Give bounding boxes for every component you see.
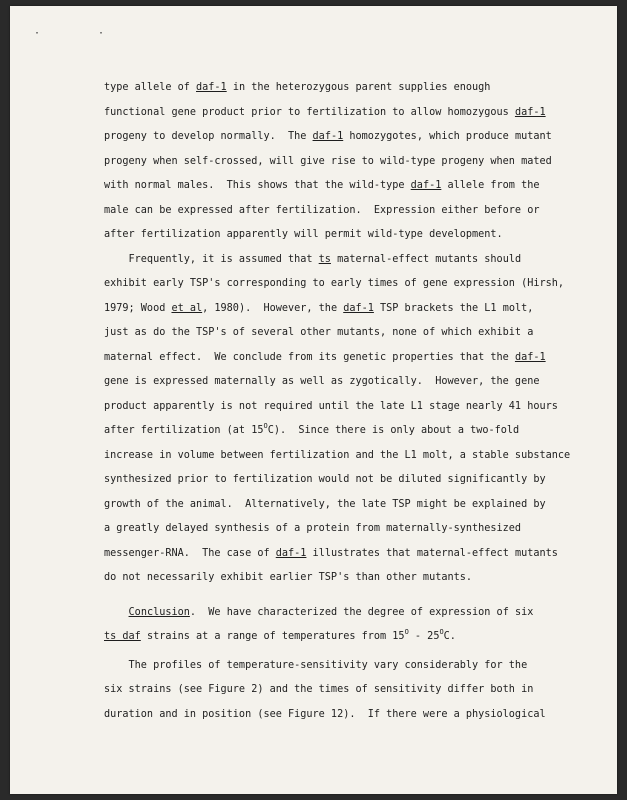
abbrev: ts bbox=[318, 253, 331, 265]
text-line: duration and in position (see Figure 12). If there were a physiological bbox=[104, 708, 546, 720]
text-line: male can be expressed after fertilization. Expression either before or bbox=[104, 204, 540, 216]
text-line bbox=[104, 101, 574, 126]
text-line bbox=[104, 174, 574, 199]
text-line: progeny when self-crossed, will give rise to wild-type progeny when mated bbox=[104, 155, 552, 167]
text: - 25 bbox=[408, 631, 440, 642]
text-line: after fertilization apparently will permit wild-type development. bbox=[104, 229, 503, 240]
text-line: a greatly delayed synthesis of a protein from maternally-synthesized bbox=[104, 523, 522, 534]
text: homozygotes, which produce mutant bbox=[343, 131, 552, 142]
text: with normal males. This shows that the wild-type bbox=[104, 180, 411, 191]
text: illustrates that maternal-effect mutants bbox=[306, 547, 558, 559]
text-line: product apparently is not required until the late L1 stage nearly 41 hours bbox=[104, 400, 558, 412]
gene-name: daf-1 bbox=[343, 302, 374, 314]
gene-name: daf-1 bbox=[312, 131, 344, 142]
text: after fertilization (at 15 bbox=[104, 425, 264, 436]
text-line bbox=[104, 601, 574, 626]
text: C. bbox=[443, 631, 456, 642]
text-line bbox=[104, 76, 574, 101]
text-line: growth of the animal. Alternatively, the late TSP might be explained by bbox=[104, 498, 546, 510]
text-line bbox=[104, 125, 574, 150]
text-line bbox=[104, 346, 574, 371]
text-line: gene is expressed maternally as well as zygotically. However, the gene bbox=[104, 376, 540, 387]
text-line: exhibit early TSP's corresponding to early times of gene expression (Hirsh, bbox=[104, 278, 565, 289]
text: . We have characterized the degree of expression of six bbox=[189, 606, 534, 618]
degree-mark: O bbox=[263, 422, 268, 430]
gene-name: daf-1 bbox=[410, 180, 442, 191]
text-line bbox=[104, 542, 574, 567]
strain-name: ts daf bbox=[104, 631, 141, 642]
text: type allele of bbox=[104, 82, 197, 93]
text: C). Since there is only about a two-fold bbox=[267, 425, 520, 436]
text: 1979; Wood bbox=[104, 302, 172, 314]
text-line: just as do the TSP's of several other mutants, none of which exhibit a bbox=[104, 327, 534, 338]
citation-latin: et al bbox=[171, 302, 203, 314]
text-line: synthesized prior to fertilization would not be diluted significantly by bbox=[104, 474, 546, 485]
text: maternal effect. We conclude from its genetic properties that the bbox=[104, 351, 515, 363]
body-text bbox=[104, 76, 574, 727]
text bbox=[104, 607, 129, 618]
gene-name: daf-1 bbox=[196, 82, 227, 93]
text: TSP brackets the L1 molt, bbox=[373, 302, 534, 314]
paragraph-gap bbox=[104, 591, 574, 601]
page-marks: · · bbox=[34, 28, 131, 39]
gene-name: daf-1 bbox=[514, 351, 546, 363]
text: in the heterozygous parent supplies enough bbox=[226, 82, 491, 93]
text-line: six strains (see Figure 2) and the times of sensitivity differ both in bbox=[104, 684, 534, 695]
text: messenger-RNA. The case of bbox=[104, 547, 276, 559]
text: Frequently, it is assumed that bbox=[104, 253, 319, 265]
degree-mark: O bbox=[439, 628, 444, 636]
text: allele from the bbox=[441, 180, 540, 191]
text: functional gene product prior to fertilization to allow homozygous bbox=[104, 106, 515, 118]
text-line bbox=[104, 248, 574, 273]
text-line: increase in volume between fertilization and the L1 molt, a stable substance bbox=[104, 449, 571, 461]
text: strains at a range of temperatures from 15 bbox=[140, 631, 405, 642]
document-page bbox=[10, 6, 617, 794]
text-line bbox=[104, 297, 574, 322]
text: progeny to develop normally. The bbox=[104, 131, 313, 142]
text: , 1980). However, the bbox=[202, 302, 344, 314]
text-line: The profiles of temperature-sensitivity vary considerably for the bbox=[104, 659, 528, 671]
degree-mark: O bbox=[404, 628, 409, 636]
text: maternal-effect mutants should bbox=[330, 253, 522, 265]
section-heading: Conclusion bbox=[128, 606, 190, 618]
gene-name: daf-1 bbox=[275, 547, 307, 559]
text-line bbox=[104, 625, 574, 650]
text-line: do not necessarily exhibit earlier TSP's than other mutants. bbox=[104, 572, 473, 583]
text-line bbox=[104, 419, 574, 444]
gene-name: daf-1 bbox=[514, 106, 546, 118]
